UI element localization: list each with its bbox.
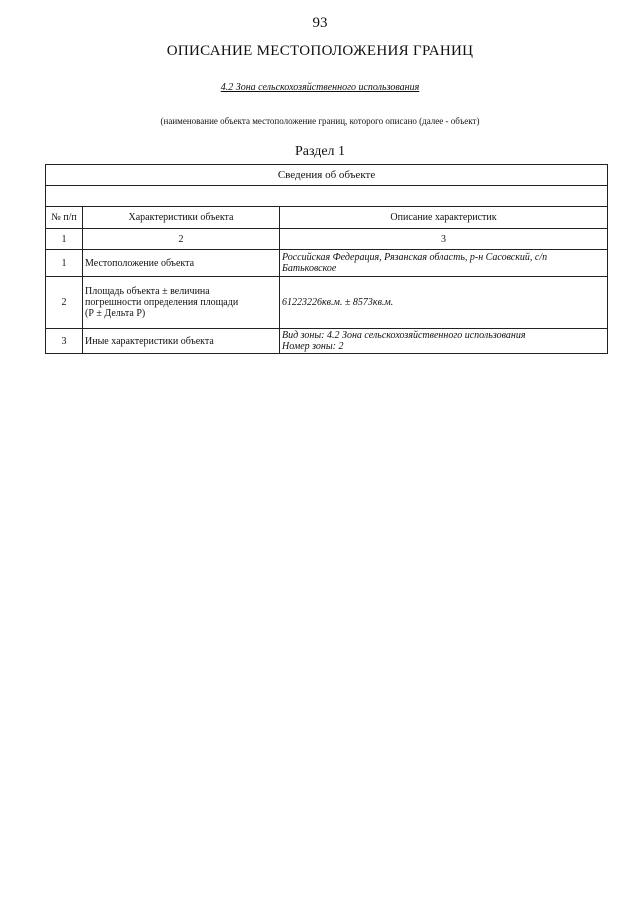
row-number: 3	[46, 329, 83, 354]
table-row	[46, 329, 608, 354]
description-line: 61223226кв.м. ± 8573кв.м.	[282, 297, 394, 308]
section-title: Раздел 1	[294, 144, 346, 159]
table-heading-row	[46, 165, 608, 186]
table-heading: Сведения об объекте	[46, 165, 608, 186]
column-header-number: № п/п	[46, 207, 83, 229]
row-characteristic	[83, 277, 280, 329]
row-description	[280, 329, 608, 354]
column-number-2: 2	[83, 229, 280, 250]
characteristic-line: Иные характеристики объекта	[85, 335, 214, 347]
column-number-3: 3	[280, 229, 608, 250]
object-name-caption: (наименование объекта местоположение границ, которого описано (далее - объект)	[160, 116, 480, 126]
description-line: Российская Федерация, Рязанская область, р-н Сасовский, с/п	[282, 252, 548, 263]
characteristic-line: Местоположение объекта	[85, 257, 195, 269]
object-name: 4.2 Зона сельскохозяйственного использования	[220, 82, 420, 93]
row-characteristic	[83, 329, 280, 354]
object-info-table	[45, 164, 608, 354]
description-line: Номер зоны: 2	[282, 341, 344, 352]
row-number: 1	[46, 250, 83, 277]
row-characteristic	[83, 250, 280, 277]
row-description	[280, 277, 608, 329]
description-line: Батьковское	[282, 263, 337, 274]
characteristic-line: Площадь объекта ± величина	[85, 286, 210, 297]
table-column-number-row	[46, 229, 608, 250]
row-number: 2	[46, 277, 83, 329]
characteristic-line: (Р ± Дельта Р)	[85, 308, 146, 319]
table-column-header-row	[46, 207, 608, 229]
column-header-characteristic: Характеристики объекта	[83, 207, 280, 229]
table-row	[46, 277, 608, 329]
column-number-1: 1	[46, 229, 83, 250]
column-header-description: Описание характеристик	[280, 207, 608, 229]
table-row	[46, 250, 608, 277]
table-blank-cell	[46, 186, 608, 207]
document-title: ОПИСАНИЕ МЕСТОПОЛОЖЕНИЯ ГРАНИЦ	[166, 43, 474, 59]
table-blank-row	[46, 186, 608, 207]
description-line: Вид зоны: 4.2 Зона сельскохозяйственного использования	[282, 330, 526, 341]
characteristic-line: погрешности определения площади	[85, 297, 239, 308]
page-number: 93	[312, 15, 328, 31]
row-description	[280, 250, 608, 277]
